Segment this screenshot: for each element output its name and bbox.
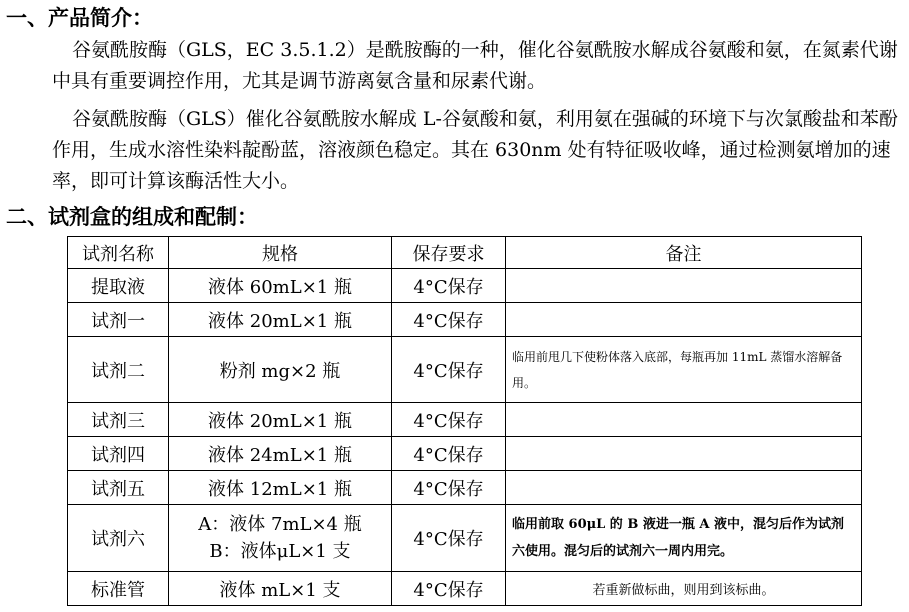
cell-note: 临用前甩几下使粉体落入底部，每瓶再加 11mL 蒸馏水溶解备用。 [506, 337, 862, 403]
cell-storage: 4°C保存 [392, 269, 506, 303]
cell-name: 标准管 [68, 572, 169, 606]
cell-storage: 4°C保存 [392, 303, 506, 337]
cell-spec: 液体 20mL×1 瓶 [169, 303, 392, 337]
cell-note [506, 403, 862, 437]
cell-storage: 4°C保存 [392, 572, 506, 606]
cell-storage: 4°C保存 [392, 471, 506, 505]
cell-spec-a: A：液体 7mL×4 瓶 [198, 514, 362, 535]
intro-paragraph-1: 谷氨酰胺酶（GLS，EC 3.5.1.2）是酰胺酶的一种，催化谷氨酰胺水解成谷氨酸和氨，在氮素代谢中具有重要调控作用，尤其是调节游离氨含量和尿素代谢。 [52, 39, 898, 92]
cell-storage: 4°C保存 [392, 437, 506, 471]
table-row [68, 471, 862, 505]
header-spec: 规格 [169, 237, 392, 269]
cell-spec: 液体 60mL×1 瓶 [169, 269, 392, 303]
cell-spec: 粉剂 mg×2 瓶 [169, 337, 392, 403]
table-row [68, 437, 862, 471]
cell-name: 试剂一 [68, 303, 169, 337]
header-storage: 保存要求 [392, 237, 506, 269]
cell-spec: 液体 12mL×1 瓶 [169, 471, 392, 505]
table-header-row [68, 237, 862, 269]
header-note: 备注 [506, 237, 862, 269]
cell-name: 试剂二 [68, 337, 169, 403]
cell-name: 试剂六 [68, 505, 169, 572]
section-heading-kit: 二、试剂盒的组成和配制： [6, 205, 258, 229]
cell-spec: 液体 mL×1 支 [169, 572, 392, 606]
cell-note [506, 437, 862, 471]
cell-name: 试剂五 [68, 471, 169, 505]
table-row [68, 337, 862, 403]
section-heading-intro: 一、产品简介： [6, 6, 153, 30]
kit-composition-table [67, 236, 862, 606]
cell-note: 临用前取 60μL 的 B 液进一瓶 A 液中，混匀后作为试剂六使用。混匀后的试剂六一周内用完。 [506, 505, 862, 572]
cell-note [506, 303, 862, 337]
table-row [68, 269, 862, 303]
cell-name: 试剂四 [68, 437, 169, 471]
cell-note [506, 269, 862, 303]
cell-storage: 4°C保存 [392, 403, 506, 437]
cell-note: 若重新做标曲，则用到该标曲。 [506, 572, 862, 606]
header-reagent-name: 试剂名称 [68, 237, 169, 269]
table-row [68, 505, 862, 572]
cell-note [506, 471, 862, 505]
table-row [68, 303, 862, 337]
table-row [68, 572, 862, 606]
cell-spec [169, 505, 392, 572]
cell-storage: 4°C保存 [392, 505, 506, 572]
cell-spec: 液体 20mL×1 瓶 [169, 403, 392, 437]
cell-name: 提取液 [68, 269, 169, 303]
cell-spec: 液体 24mL×1 瓶 [169, 437, 392, 471]
cell-name: 试剂三 [68, 403, 169, 437]
cell-storage: 4°C保存 [392, 337, 506, 403]
table-row [68, 403, 862, 437]
cell-spec-b: B：液体μL×1 支 [209, 541, 351, 562]
intro-paragraph-2: 谷氨酰胺酶（GLS）催化谷氨酰胺水解成 L-谷氨酸和氨，利用氨在强碱的环境下与次氯酸盐和苯酚作用，生成水溶性染料靛酚蓝，溶液颜色稳定。其在 630nm 处有特征吸收峰，通过检测氨增加的速率，即可计算该酶活性大小。 [52, 108, 898, 192]
